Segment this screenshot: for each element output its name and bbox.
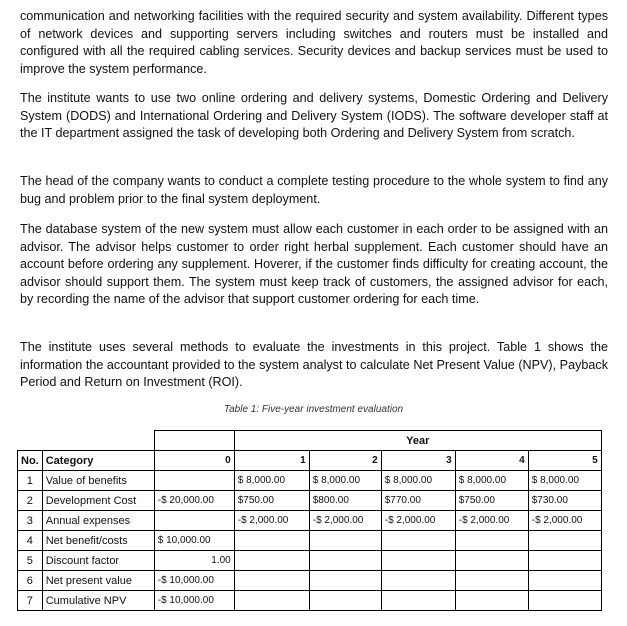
row-number: 3 <box>18 511 43 531</box>
cell-year-2: $800.00 <box>309 491 381 511</box>
cell-year-0: $ 10,000.00 <box>154 531 234 551</box>
cell-year-3 <box>381 591 455 611</box>
cell-year-5: $ 8,000.00 <box>528 471 601 491</box>
cell-year-0: -$ 20,000.00 <box>154 491 234 511</box>
paragraph-testing: The head of the company wants to conduct a complete testing procedure to the whole system to find any bug and problem prior to the final system deployment. <box>20 174 608 206</box>
cell-year-3 <box>381 551 455 571</box>
cell-year-5: -$ 2,000.00 <box>528 511 601 531</box>
cell-year-2: -$ 2,000.00 <box>309 511 381 531</box>
paragraph-database: The database system of the new system must allow each customer in each order to be assigned with an advisor. The advisor helps customer to order right herbal supplement. Each customer should have an account before ordering any supplement. Hoverer, if the customer finds difficulty for creating account, the advisor should support them. The system must keep track of customers, the assigned advisor for each, by recording the name of the advisor that support customer ordering for each time. <box>20 222 608 306</box>
cell-year-1 <box>234 531 309 551</box>
cell-year-2: $ 8,000.00 <box>309 471 381 491</box>
cell-year-1: $750.00 <box>234 491 309 511</box>
cell-year-1 <box>234 551 309 571</box>
table-row <box>18 511 602 531</box>
row-number: 1 <box>18 471 43 491</box>
row-category: Value of benefits <box>42 471 154 491</box>
row-number: 4 <box>18 531 43 551</box>
cell-year-4: $750.00 <box>455 491 528 511</box>
header-year-2: 2 <box>309 451 381 471</box>
cell-year-5: $730.00 <box>528 491 601 511</box>
cell-year-4 <box>455 551 528 571</box>
table-row <box>18 571 602 591</box>
cell-year-1: -$ 2,000.00 <box>234 511 309 531</box>
row-number: 5 <box>18 551 43 571</box>
paragraph-ordering-systems: The institute wants to use two online ordering and delivery systems, Domestic Ordering and Delivery System (DODS) and International Ordering and Delivery System (IODS). The software developer staff at the IT department assigned the task of developing both Ordering and Delivery System from scratch. <box>20 91 608 140</box>
header-year-4: 4 <box>455 451 528 471</box>
table-row <box>18 551 602 571</box>
cell-year-5 <box>528 531 601 551</box>
table-row <box>18 491 602 511</box>
header-year-5: 5 <box>528 451 601 471</box>
row-category: Cumulative NPV <box>42 591 154 611</box>
row-category: Discount factor <box>42 551 154 571</box>
cell-year-2 <box>309 591 381 611</box>
header-year-1: 1 <box>234 451 309 471</box>
cell-year-2 <box>309 571 381 591</box>
cell-year-2 <box>309 551 381 571</box>
row-number: 2 <box>18 491 43 511</box>
table-caption: Table 1: Five-year investment evaluation <box>223 404 404 415</box>
cell-year-4: -$ 2,000.00 <box>455 511 528 531</box>
cell-year-0: -$ 10,000.00 <box>154 591 234 611</box>
cell-year-4 <box>455 591 528 611</box>
row-category: Development Cost <box>42 491 154 511</box>
table-row <box>18 531 602 551</box>
table-year-row <box>18 431 602 451</box>
header-year-3: 3 <box>381 451 455 471</box>
cell-year-1 <box>234 591 309 611</box>
cell-year-5 <box>528 591 601 611</box>
cell-year-5 <box>528 571 601 591</box>
cell-year-0 <box>154 471 234 491</box>
cell-year-0: 1.00 <box>154 551 234 571</box>
year-blank-cell <box>154 431 234 451</box>
paragraph-networking: communication and networking facilities with the required security and system availability. Different types of network devices and supporting servers including switches and routers must be installed and configured with all the required cabling services. Security devices and backup services must be used to improve the system performance. <box>20 9 608 76</box>
row-number: 7 <box>18 591 43 611</box>
header-category: Category <box>42 451 154 471</box>
header-no: No. <box>18 451 43 471</box>
row-number: 6 <box>18 571 43 591</box>
cell-year-3 <box>381 531 455 551</box>
header-year-0: 0 <box>154 451 234 471</box>
row-category: Annual expenses <box>42 511 154 531</box>
row-category: Net benefit/costs <box>42 531 154 551</box>
investment-table <box>17 430 602 611</box>
year-label: Year <box>234 431 601 451</box>
cell-year-0 <box>154 511 234 531</box>
cell-year-4 <box>455 531 528 551</box>
cell-year-3: $770.00 <box>381 491 455 511</box>
cell-year-4 <box>455 571 528 591</box>
paragraph-investment: The institute uses several methods to evaluate the investments in this project. Table 1 shows the information the accountant provided to the system analyst to calculate Net Present Value (NPV), Payback Period and Return on Investment (ROI). <box>20 340 608 389</box>
cell-year-1 <box>234 571 309 591</box>
table-row <box>18 471 602 491</box>
cell-year-1: $ 8,000.00 <box>234 471 309 491</box>
cell-year-3: $ 8,000.00 <box>381 471 455 491</box>
cell-year-0: -$ 10,000.00 <box>154 571 234 591</box>
cell-year-2 <box>309 531 381 551</box>
cell-year-4: $ 8,000.00 <box>455 471 528 491</box>
table-header-row <box>18 451 602 471</box>
cell-year-3 <box>381 571 455 591</box>
table-row <box>18 591 602 611</box>
row-category: Net present value <box>42 571 154 591</box>
cell-year-3: -$ 2,000.00 <box>381 511 455 531</box>
cell-year-5 <box>528 551 601 571</box>
